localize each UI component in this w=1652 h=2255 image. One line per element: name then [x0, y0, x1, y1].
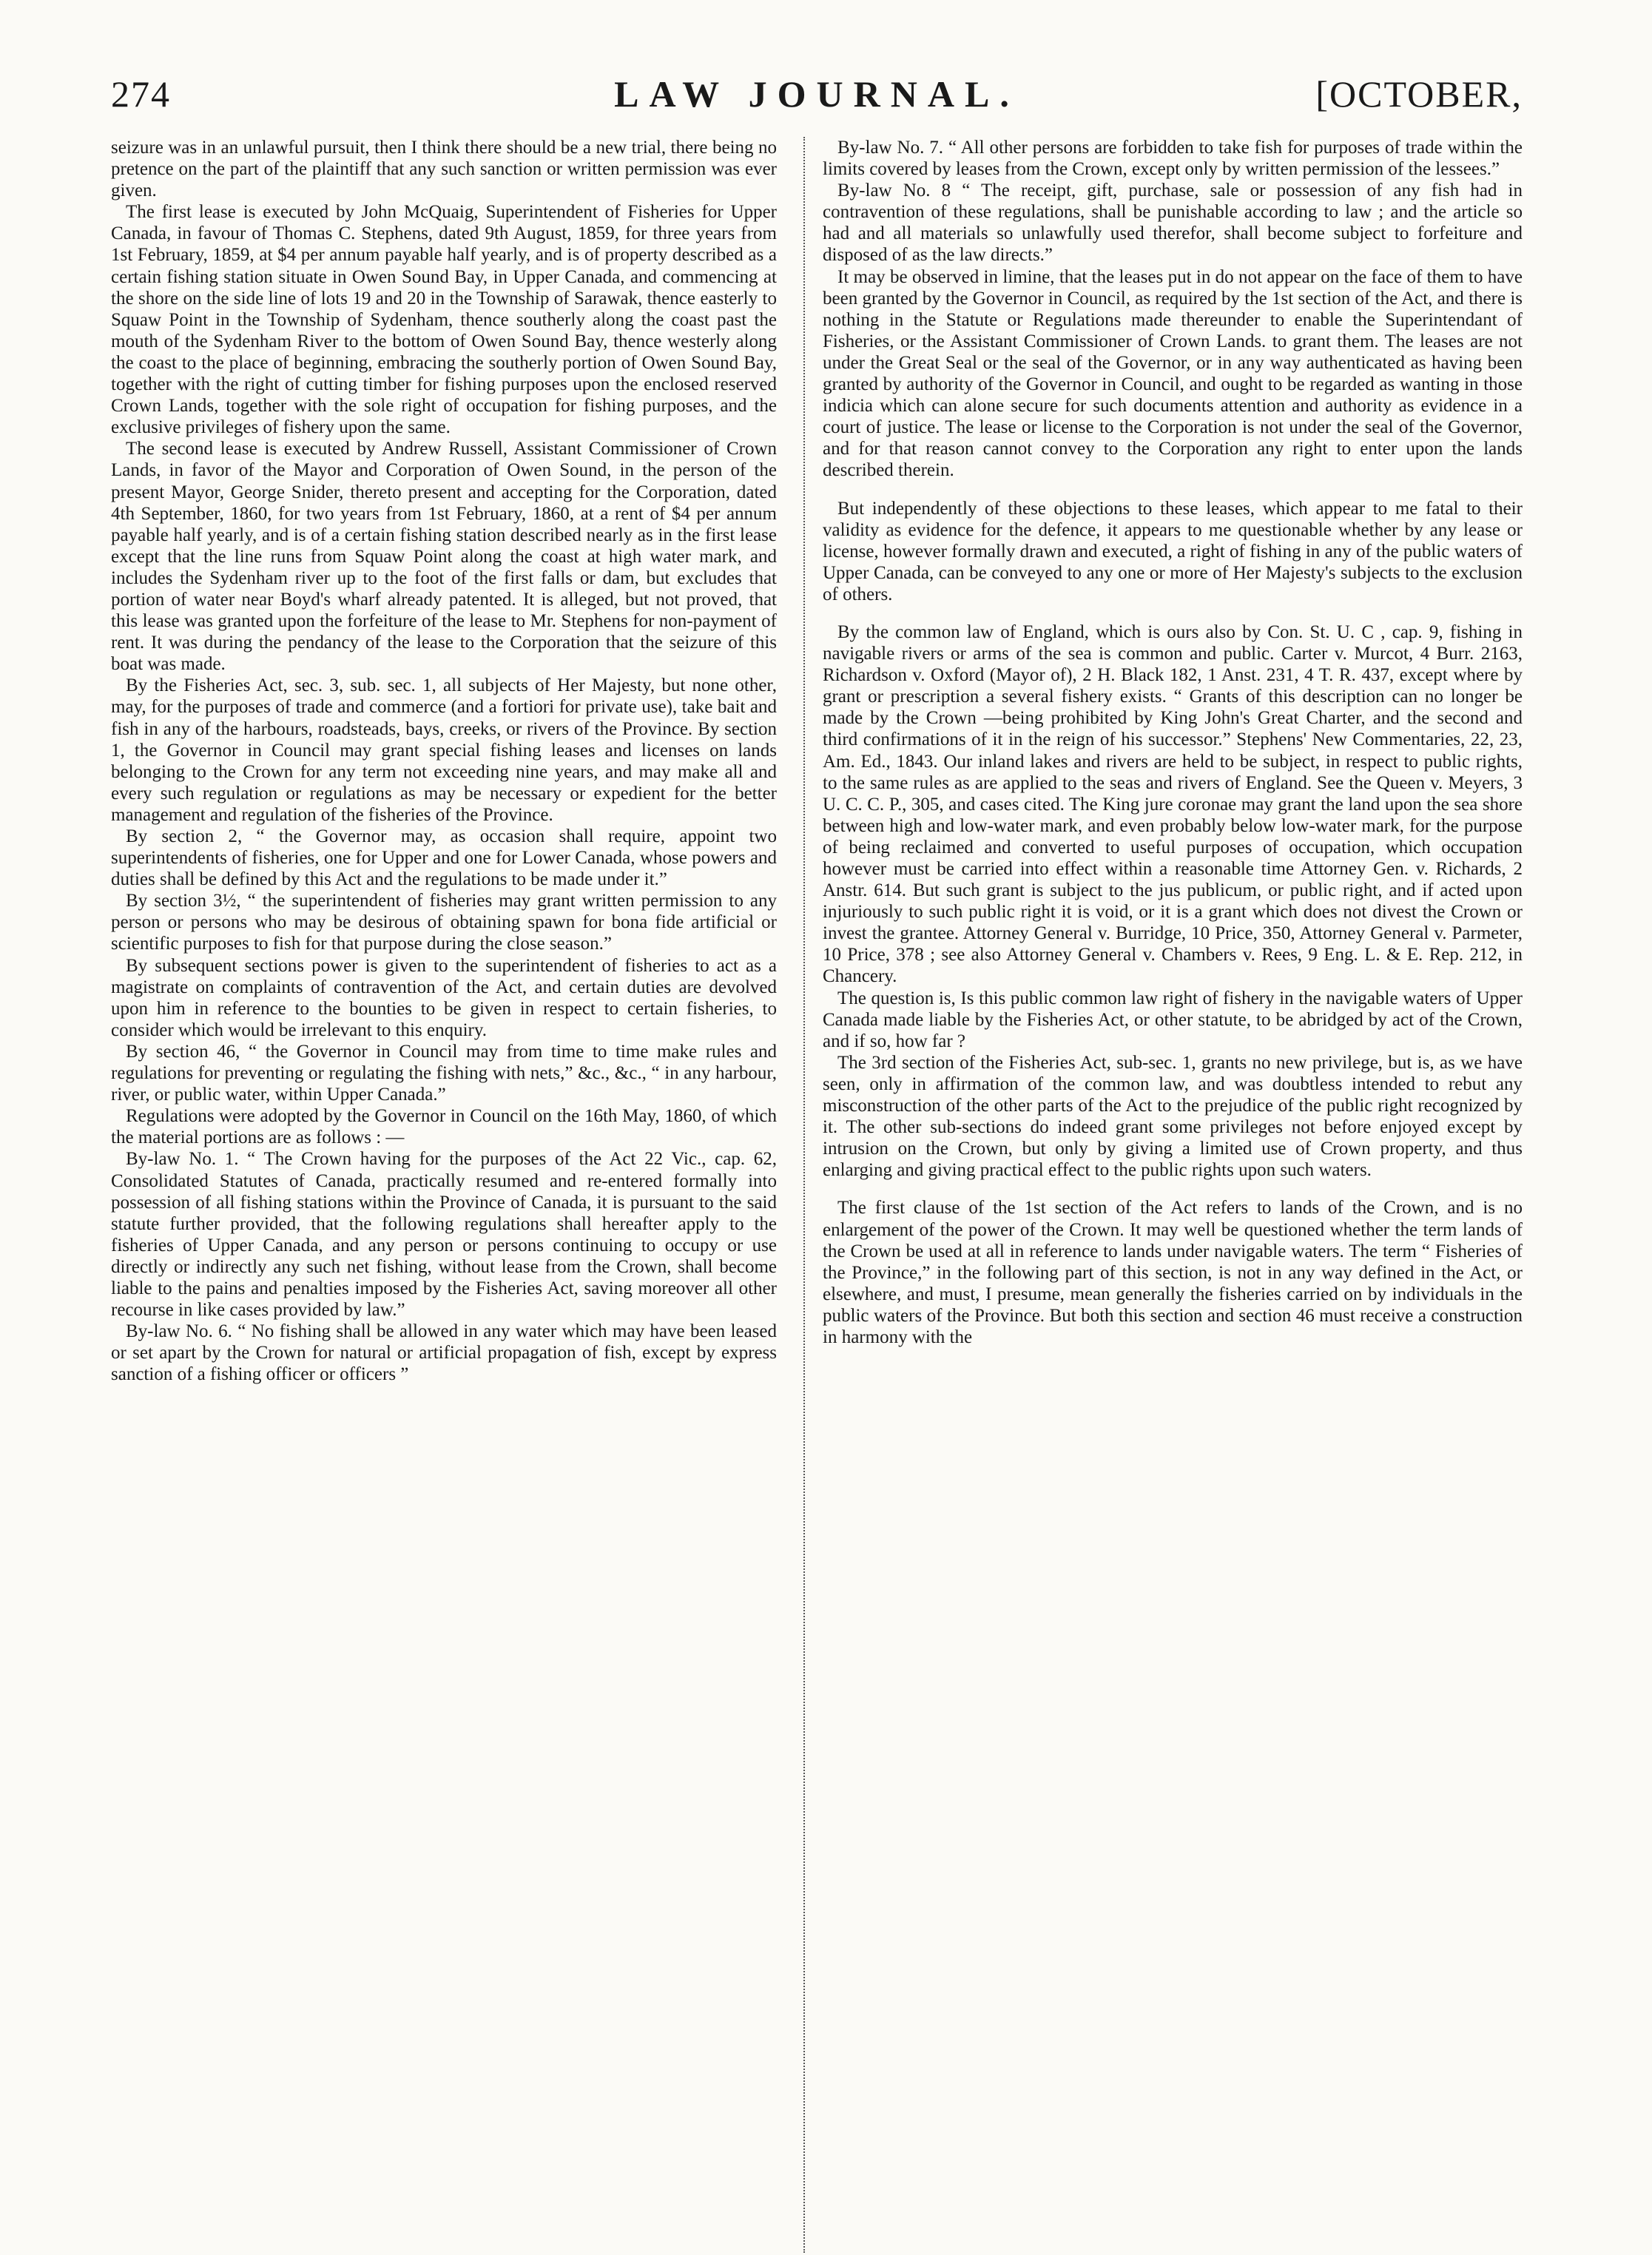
paragraph: By-law No. 1. “ The Crown having for the purposes of the Act 22 Vic., cap. 62, Consolidated Statutes of Canada, practically resumed and re-entered formally into possession of all fishing stations within the Province of Canada, it is pursuant to the said statute further provided, that the following regulations shall hereafter apply to the fisheries of Upper Canada, and any person or persons continuing to occupy or use directly or indirectly any such net fishing, without lease from the Crown, shall become liable to the pains and penalties imposed by the Fisheries Act, saving moreover all other recourse in like cases provided by law.”	[111, 1149, 777, 1321]
paragraph: It may be observed in limine, that the leases put in do not appear on the face of them to have been granted by the Governor in Council, as required by the 1st section of the Act, and there is nothing in the Statute or Regulations made thereunder to enable the Superintendant of Fisheries, or the Assistant Commissioner of Crown Lands. to grant them. The leases are not under the Great Seal or the seal of the Governor, or in any way authenticated as having been granted by authority of the Governor in Council, and ought to be regarded as wanting in those indicia which can alone secure for such documents attention and authority as evidence in a court of justice. The lease or license to the Corporation is not under the seal of the Governor, and for that reason cannot convey to the Corporation any right to enter upon the lands described therein.	[823, 266, 1523, 481]
paragraph: By-law No. 8 “ The receipt, gift, purchase, sale or possession of any fish had in contravention of these regulations, shall be punishable according to law ; and the article so had and all materials so unlawfully used therefor, shall become subject to forfeiture and disposed of as the law directs.”	[823, 181, 1523, 266]
paragraph: The question is, Is this public common law right of fishery in the navigable waters of Upper Canada made liable by the Fisheries Act, or other statute, to be abridged by act of the Crown, and if so, how far ?	[823, 988, 1523, 1051]
paragraph: seizure was in an unlawful pursuit, then I think there should be a new trial, there being no pretence on the part of the plaintiff that any such sanction or written permission was ever given.	[111, 138, 777, 201]
paragraph: By section 2, “ the Governor may, as occasion shall require, appoint two superintendents of fisheries, one for Upper and one for Lower Canada, whose powers and duties shall be defined by this Act and the regulations to be made under it.”	[111, 826, 777, 890]
right-column	[823, 137, 1523, 1348]
paragraph: By the Fisheries Act, sec. 3, sub. sec. 1, all subjects of Her Majesty, but none other, may, for the purposes of trade and commerce (and a fortiori for private use), take bait and fish in any of the harbours, roadsteads, bays, creeks, or rivers of the Province. By section 1, the Governor in Council may grant special fishing leases and licenses on lands belonging to the Crown for any term not exceeding nine years, and may make all and every such regulation or regulations as may be necessary or expedient for the better management and regulation of the fisheries of the Province.	[111, 675, 777, 825]
paragraph: By the common law of England, which is ours also by Con. St. U. C , cap. 9, fishing in navigable rivers or arms of the sea is common and public. Carter v. Murcot, 4 Burr. 2163, Richardson v. Oxford (Mayor of), 2 H. Black 182, 1 Anst. 231, 4 T. R. 437, except where by grant or prescription a several fishery exists. “ Grants of this description can no longer be made by the Crown —being prohibited by King John's Great Charter, and the second and third confirmations of it in the reign of his successor.” Stephens' New Commentaries, 22, 23, Am. Ed., 1843. Our inland lakes and rivers are held to be subject, in respect to public rights, to the same rules as are applied to the seas and rivers of England. See the Queen v. Meyers, 3 U. C. C. P., 305, and cases cited. The King jure coronae may grant the land upon the sea shore between high and low-water mark, and even probably below low-water mark, for the purpose of being reclaimed and converted to useful purposes of occupation, which occupation however must be carried into effect within a reasonable time Attorney Gen. v. Richards, 2 Anstr. 614. But such grant is subject to the jus publicum, or public right, and if acted upon injuriously to such public right it is void, or it is a grant which does not divest the Crown or invest the grantee. Attorney General v. Burridge, 10 Price, 350, Attorney General v. Parmeter, 10 Price, 378 ; see also Attorney General v. Chambers v. Rees, 9 Eng. L. & E. Rep. 212, in Chancery.	[823, 621, 1523, 987]
paragraph: By subsequent sections power is given to the superintendent of fisheries to act as a magistrate on complaints of contravention of the Act, and certain duties are devolved upon him in reference to the bounties to be given in respect to certain fisheries, to consider which would be irrelevant to this enquiry.	[111, 955, 777, 1040]
page-number: 274	[111, 73, 171, 115]
paragraph: By section 3½, “ the superintendent of fisheries may grant written permission to any person or persons who may be desirous of obtaining spawn for bona fide artificial or scientific purposes to fish for that purpose during the close season.”	[111, 891, 777, 954]
paragraph: By-law No. 6. “ No fishing shall be allowed in any water which may have been leased or set apart by the Crown for natural or artificial propagation of fish, except by express sanction of a fishing officer or officers ”	[111, 1321, 777, 1385]
paragraph: But independently of these objections to these leases, which appear to me fatal to their validity as evidence for the defence, it appears to me questionable whether by any lease or license, however formally drawn and executed, a right of fishing in any of the public waters of Upper Canada, can be conveyed to any one or more of Her Majesty's subjects to the exclusion of others.	[823, 498, 1523, 604]
journal-title: LAW JOURNAL.	[614, 73, 1019, 115]
paragraph: By section 46, “ the Governor in Council may from time to time make rules and regulations for preventing or regulating the fishing with nets,” &c., &c., “ in any harbour, river, or public water, within Upper Canada.”	[111, 1041, 777, 1105]
running-header	[111, 73, 1523, 124]
paragraph: The 3rd section of the Fisheries Act, sub-sec. 1, grants no new privilege, but is, as we have seen, only in affirmation of the common law, and was doubtless intended to rebut any misconstruction of the other parts of the Act to the prejudice of the public right recognized by it. The other sub-sections do indeed grant some privileges not before enjoyed except by intrusion on the Crown, but only by giving a limited use of Crown property, and thus enlarging and giving practical effect to the public rights upon such waters.	[823, 1052, 1523, 1181]
paragraph: Regulations were adopted by the Governor in Council on the 16th May, 1860, of which the material portions are as follows : —	[111, 1106, 777, 1148]
month-label: [OCTOBER,	[1315, 73, 1523, 115]
column-divider	[803, 137, 805, 2253]
left-column	[111, 137, 777, 1385]
paragraph: By-law No. 7. “ All other persons are forbidden to take fish for purposes of trade within the limits covered by leases from the Crown, except only by written permission of the lessees.”	[823, 138, 1523, 180]
paragraph: The first lease is executed by John McQuaig, Superintendent of Fisheries for Upper Canada, in favour of Thomas C. Stephens, dated 9th August, 1859, for three years from 1st February, 1859, at $4 per annum payable half yearly, and is of property described as a certain fishing station situate in Owen Sound Bay, in Upper Canada, and commencing at the shore on the side line of lots 19 and 20 in the Township of Sarawak, thence easterly to Squaw Point in the Township of Sydenham, thence southerly along the coast past the mouth of the Sydenham River to the bottom of Owen Sound Bay, thence westerly along the coast to the place of beginning, embracing the southerly portion of Owen Sound Bay, together with the right of cutting timber for fishing purposes upon the enclosed reserved Crown Lands, together with the sole right of occupation for fishing purposes, and the exclusive privileges of fishery upon the same.	[111, 202, 777, 438]
paragraph: The first clause of the 1st section of the Act refers to lands of the Crown, and is no enlargement of the power of the Crown. It may well be questioned whether the term lands of the Crown be used at all in reference to lands under navigable waters. The term “ Fisheries of the Province,” in the following part of this section, is not in any way defined in the Act, or elsewhere, and must, I presume, mean generally the fisheries carried on by individuals in the public waters of the Province. But both this section and section 46 must receive a construction in harmony with the	[823, 1198, 1523, 1347]
paragraph: The second lease is executed by Andrew Russell, Assistant Commissioner of Crown Lands, in favor of the Mayor and Corporation of Owen Sound, in the person of the present Mayor, George Snider, thereto present and accepting for the Corporation, dated 4th September, 1860, for two years from 1st February, 1860, at a rent of $4 per annum payable half yearly, and is of a certain fishing station described nearly as in the first lease except that the line runs from Squaw Point along the coast at high water mark, and includes the Sydenham river up to the foot of the first falls or dam, but excludes that portion of water near Boyd's wharf already patented. It is alleged, but not proved, that this lease was granted upon the forfeiture of the lease to Mr. Stephens for non-payment of rent. It was during the pendancy of the lease to the Corporation that the seizure of this boat was made.	[111, 439, 777, 675]
